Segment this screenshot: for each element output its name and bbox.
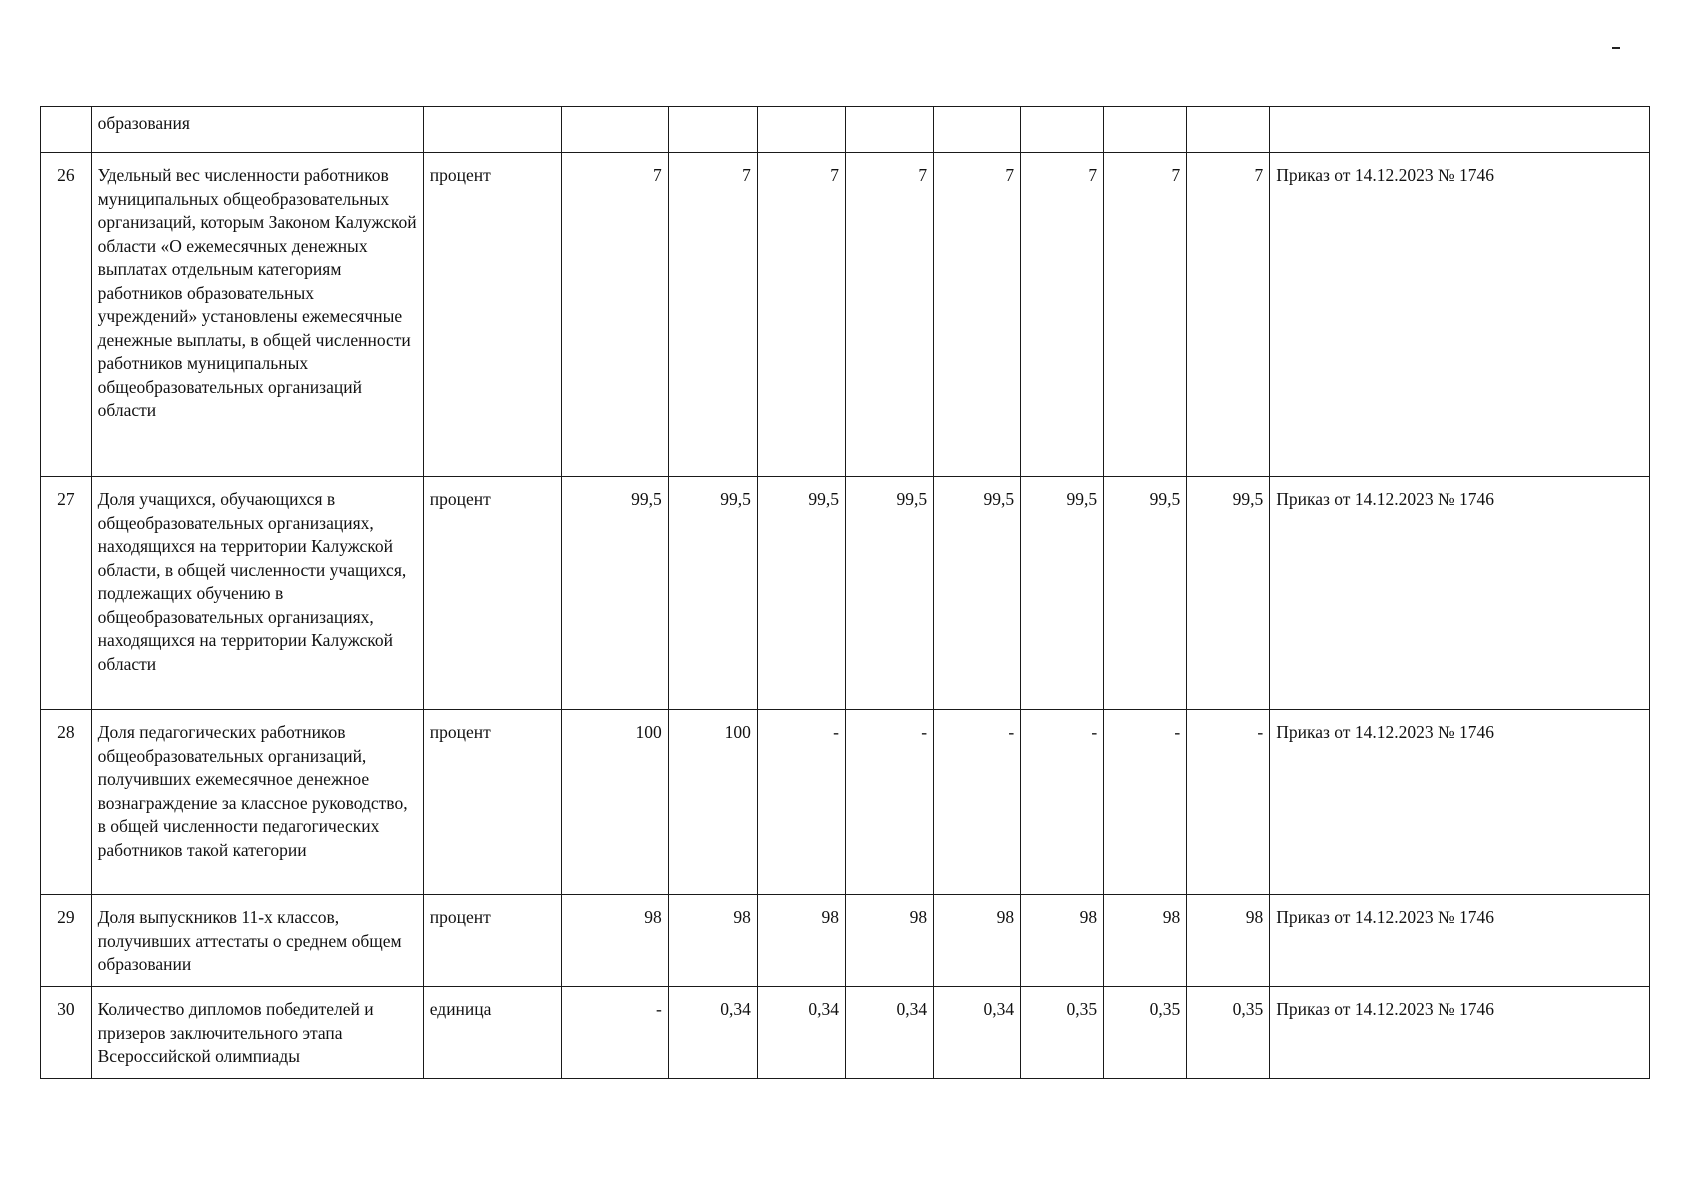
value-cell: 99,5 [562, 477, 668, 710]
unit-of-measure: процент [423, 477, 562, 710]
value-cell: 98 [757, 895, 845, 987]
value-cell: 98 [668, 895, 757, 987]
value-cell [757, 107, 845, 153]
value-cell: 0,34 [845, 987, 933, 1079]
value-cell: 7 [845, 153, 933, 477]
value-cell: 98 [1187, 895, 1270, 987]
value-cell: 0,34 [757, 987, 845, 1079]
indicator-name: Количество дипломов победителей и призеров заключительного этапа Всероссийской олимпиады [91, 987, 423, 1079]
value-cell: 0,35 [1187, 987, 1270, 1079]
value-cell [1187, 107, 1270, 153]
value-cell: 0,35 [1104, 987, 1187, 1079]
value-cell: - [757, 710, 845, 895]
value-cell: 0,34 [934, 987, 1021, 1079]
indicator-name: Доля выпускников 11-х классов, получивших аттестаты о среднем общем образовании [91, 895, 423, 987]
value-cell: 98 [1021, 895, 1104, 987]
indicators-table [40, 106, 1650, 1079]
table-row [41, 710, 1650, 895]
table-row [41, 107, 1650, 153]
value-cell: 99,5 [1021, 477, 1104, 710]
source-document [1270, 107, 1650, 153]
table-row [41, 895, 1650, 987]
row-number: 26 [41, 153, 92, 477]
value-cell: 0,34 [668, 987, 757, 1079]
table-row [41, 153, 1650, 477]
row-number [41, 107, 92, 153]
table-body [41, 107, 1650, 1079]
unit-of-measure: единица [423, 987, 562, 1079]
value-cell: 7 [1104, 153, 1187, 477]
table-row [41, 987, 1650, 1079]
value-cell: 100 [668, 710, 757, 895]
value-cell: 7 [562, 153, 668, 477]
value-cell: 99,5 [757, 477, 845, 710]
source-document: Приказ от 14.12.2023 № 1746 [1270, 477, 1650, 710]
row-number: 28 [41, 710, 92, 895]
value-cell: 99,5 [845, 477, 933, 710]
indicator-name: Удельный вес численности работников муниципальных общеобразовательных организаций, которым Законом Калужской области «О ежемесячных денежных выплатах отдельным категориям работников образовательных учреждений» установлены ежемесячные денежные выплаты, в общей численности работников муниципальных общеобразовательных организаций области [91, 153, 423, 477]
row-number: 30 [41, 987, 92, 1079]
value-cell [1104, 107, 1187, 153]
value-cell: - [1187, 710, 1270, 895]
value-cell: 7 [934, 153, 1021, 477]
unit-of-measure [423, 107, 562, 153]
value-cell [668, 107, 757, 153]
row-number: 29 [41, 895, 92, 987]
value-cell: 99,5 [934, 477, 1021, 710]
row-number: 27 [41, 477, 92, 710]
value-cell: - [562, 987, 668, 1079]
indicator-name: Доля учащихся, обучающихся в общеобразовательных организациях, находящихся на территории Калужской области, в общей численности учащихся, подлежащих обучению в общеобразовательных организациях, находящихся на территории Калужской области [91, 477, 423, 710]
indicator-name: Доля педагогических работников общеобразовательных организаций, получивших ежемесячное денежное вознаграждение за классное руководство, в общей численности педагогических работников такой категории [91, 710, 423, 895]
value-cell: 99,5 [1187, 477, 1270, 710]
value-cell: 99,5 [668, 477, 757, 710]
value-cell: 98 [1104, 895, 1187, 987]
source-document: Приказ от 14.12.2023 № 1746 [1270, 895, 1650, 987]
unit-of-measure: процент [423, 153, 562, 477]
value-cell: - [1021, 710, 1104, 895]
page-mark [1612, 47, 1620, 49]
value-cell [934, 107, 1021, 153]
source-document: Приказ от 14.12.2023 № 1746 [1270, 153, 1650, 477]
value-cell [845, 107, 933, 153]
value-cell: 7 [1187, 153, 1270, 477]
value-cell: 98 [934, 895, 1021, 987]
value-cell: 7 [1021, 153, 1104, 477]
value-cell: 0,35 [1021, 987, 1104, 1079]
value-cell: 7 [757, 153, 845, 477]
source-document: Приказ от 14.12.2023 № 1746 [1270, 710, 1650, 895]
unit-of-measure: процент [423, 710, 562, 895]
value-cell [562, 107, 668, 153]
value-cell: - [845, 710, 933, 895]
value-cell [1021, 107, 1104, 153]
value-cell: - [1104, 710, 1187, 895]
table-row [41, 477, 1650, 710]
value-cell: 100 [562, 710, 668, 895]
value-cell: 98 [845, 895, 933, 987]
value-cell: 99,5 [1104, 477, 1187, 710]
indicator-name: образования [91, 107, 423, 153]
value-cell: 7 [668, 153, 757, 477]
value-cell: 98 [562, 895, 668, 987]
value-cell: - [934, 710, 1021, 895]
unit-of-measure: процент [423, 895, 562, 987]
source-document: Приказ от 14.12.2023 № 1746 [1270, 987, 1650, 1079]
